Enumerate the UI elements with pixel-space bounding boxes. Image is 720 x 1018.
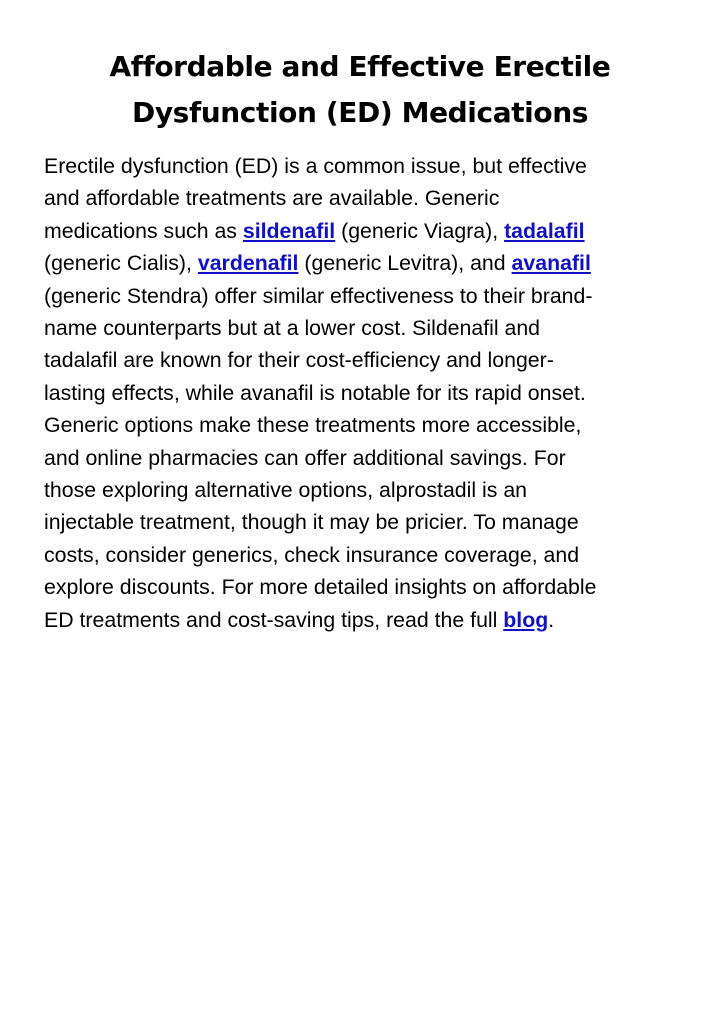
text-segment: (generic Viagra), bbox=[335, 218, 505, 243]
text-line: Generic options make these treatments more accessible, bbox=[44, 413, 582, 438]
text-segment: (generic Cialis), bbox=[44, 251, 198, 276]
text-line: and affordable treatments are available. Generic bbox=[44, 186, 500, 211]
tadalafil-link[interactable]: tadalafil bbox=[504, 218, 585, 243]
page-title bbox=[40, 44, 680, 136]
text-segment: . bbox=[548, 607, 555, 632]
text-line: those exploring alternative options, alprostadil is an bbox=[44, 478, 528, 503]
text-line: explore discounts. For more detailed insights on affordable bbox=[44, 575, 597, 600]
avanafil-link[interactable]: avanafil bbox=[511, 251, 591, 276]
text-segment: ED treatments and cost-saving tips, read the full bbox=[44, 607, 504, 632]
text-line: tadalafil are known for their cost-efficiency and longer- bbox=[44, 348, 554, 373]
text-line bbox=[44, 215, 680, 247]
title-line-1: Affordable and Effective Erectile bbox=[109, 50, 611, 83]
vardenafil-link[interactable]: vardenafil bbox=[197, 251, 299, 276]
text-line: and online pharmacies can offer additional savings. For bbox=[44, 445, 566, 470]
text-line: name counterparts but at a lower cost. Sildenafil and bbox=[44, 316, 541, 341]
text-line: (generic Stendra) offer similar effectiveness to their brand- bbox=[44, 283, 593, 308]
text-line bbox=[44, 247, 680, 279]
text-line: costs, consider generics, check insurance coverage, and bbox=[44, 542, 580, 567]
blog-link[interactable]: blog bbox=[503, 607, 549, 632]
text-segment: medications such as bbox=[44, 218, 243, 243]
text-line: lasting effects, while avanafil is notable for its rapid onset. bbox=[44, 380, 586, 405]
text-line: injectable treatment, though it may be pricier. To manage bbox=[44, 510, 579, 535]
text-line: Erectile dysfunction (ED) is a common issue, but effective bbox=[44, 154, 587, 178]
body-paragraph bbox=[44, 150, 680, 636]
sildenafil-link[interactable]: sildenafil bbox=[242, 218, 336, 243]
text-line bbox=[44, 604, 680, 636]
title-line-2: Dysfunction (ED) Medications bbox=[131, 96, 589, 129]
text-segment: (generic Levitra), and bbox=[298, 251, 512, 276]
